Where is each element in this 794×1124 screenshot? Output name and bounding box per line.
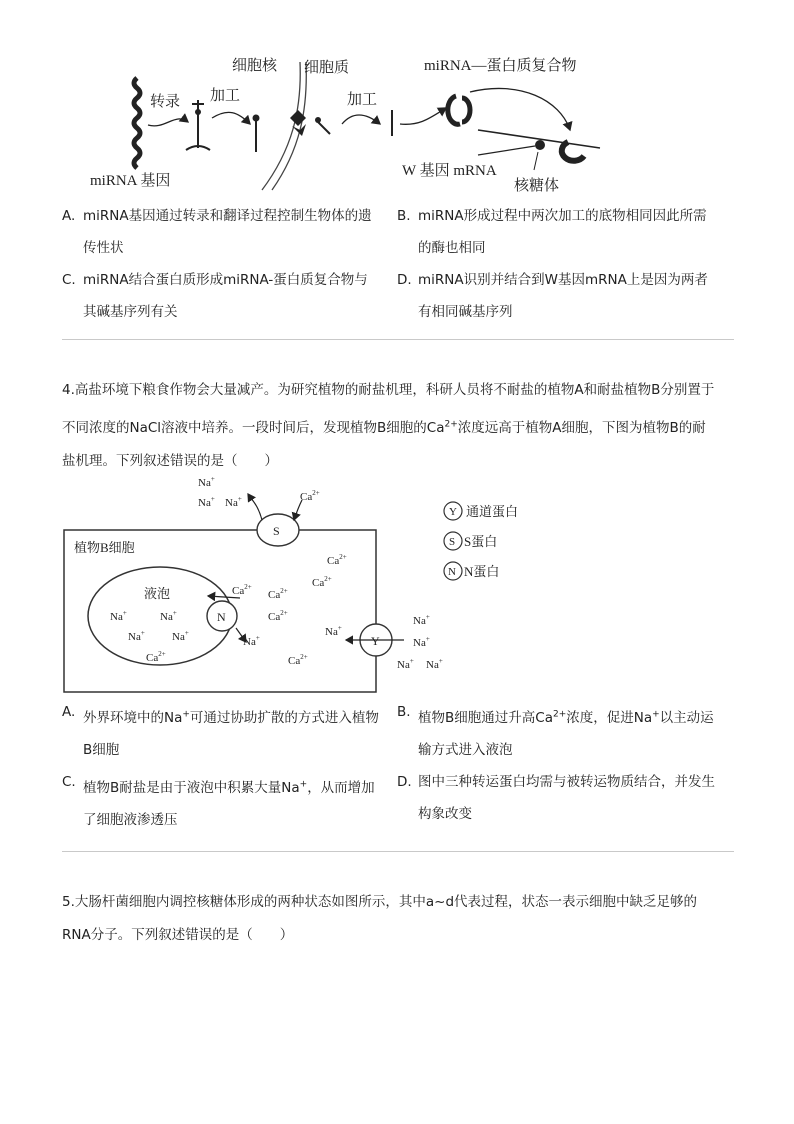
text-part: ，从而增加	[307, 780, 375, 796]
q4-text: 浓度远高于植物A细胞，下图为植物B的耐	[457, 420, 706, 436]
option-label: A.	[62, 208, 76, 224]
superscript: 2+	[552, 709, 567, 720]
cell-label: 植物B细胞	[74, 540, 135, 555]
ion-na: Na+	[198, 475, 215, 489]
label-cytoplasm: 细胞质	[304, 60, 350, 76]
label-complex: miRNA—蛋白质复合物	[424, 58, 577, 74]
option-text-line1: miRNA形成过程中两次加工的底物相同因此所需	[418, 208, 707, 224]
text-part: 植物B细胞通过升高Ca	[418, 710, 553, 726]
q5-stem-line2: RNA分子。下列叙述错误的是（ ）	[62, 927, 294, 943]
ion-na: Na+	[413, 635, 430, 649]
ion-ca: $Ca^{2+}$	[268, 587, 288, 601]
ion-ca: $Ca^{2+}$	[146, 650, 166, 664]
ion-ca: $Ca^{2+}$	[312, 575, 332, 589]
ion-ca: $Ca^{2+}$	[268, 609, 288, 623]
legend-n-letter: N	[448, 566, 456, 578]
ion-ca: $Ca^{2+}$	[300, 489, 320, 503]
superscript: +	[182, 709, 190, 720]
text-part: 可通过协助扩散的方式进入植物	[189, 710, 379, 726]
option-label: D.	[397, 774, 412, 790]
ion-na: Na+	[128, 629, 145, 643]
label-ribosome: 核糖体	[514, 178, 560, 194]
option-text-line1: 图中三种转运蛋白均需与被转运物质结合，并发生	[418, 774, 715, 790]
option-text-line2: 有相同碱基序列	[418, 304, 513, 320]
legend-n-text: N蛋白	[464, 564, 500, 579]
legend	[444, 502, 518, 580]
q4-option-c[interactable]	[62, 772, 392, 836]
text-part: 以主动运	[659, 710, 714, 726]
s-ca-in-arrow	[294, 500, 302, 520]
text-part: 植物B耐盐是由于液泡中积累大量Na	[83, 780, 300, 796]
divider	[62, 851, 734, 852]
s-protein-label: S	[273, 524, 280, 538]
ion-na: Na+	[172, 629, 189, 643]
option-text-line1	[83, 702, 379, 734]
ion-na: Na+	[243, 634, 260, 648]
q4-stem-line1: 4.高盐环境下粮食作物会大量减产。为研究植物的耐盐机理，科研人员将不耐盐的植物A和耐盐植物B分别置于	[62, 382, 715, 398]
option-label: C.	[62, 272, 76, 288]
ion-na: Na+	[110, 609, 127, 623]
ion-na: Na+	[160, 609, 177, 623]
legend-y-text: 通道蛋白	[466, 504, 519, 519]
ion-na: Na+	[413, 613, 430, 627]
option-text-line2: 构象改变	[418, 806, 472, 822]
q4-option-b[interactable]	[397, 702, 737, 766]
option-text-line2: 传性状	[83, 240, 124, 256]
q4-option-d[interactable]	[397, 766, 737, 830]
ion-ca: $Ca^{2+}$	[327, 553, 347, 567]
label-transcription: 转录	[150, 94, 181, 110]
ion-na: Na+	[426, 657, 443, 671]
superscript: +	[652, 709, 660, 720]
q4-text: 不同浓度的NaCl溶液中培养。一段时间后，发现植物B细胞的Ca	[62, 420, 445, 436]
option-text-line2: 其碱基序列有关	[83, 304, 178, 320]
option-label: B.	[397, 704, 411, 720]
option-text-line1	[418, 702, 714, 734]
option-text-line2: B细胞	[83, 742, 120, 758]
ion-labels	[110, 475, 443, 671]
s-na-out-arrow	[248, 494, 262, 520]
option-text-line2: 的酶也相同	[418, 240, 486, 256]
ion-na: Na+	[397, 657, 414, 671]
ion-na: Na+	[225, 495, 242, 509]
y-protein-label: Y	[371, 634, 380, 648]
option-text-line1: miRNA识别并结合到W基因mRNA上是因为两者	[418, 272, 708, 288]
superscript: 2+	[444, 419, 458, 430]
label-process-1: 加工	[210, 88, 241, 104]
vacuole-label: 液泡	[144, 586, 171, 601]
label-mirna-gene: miRNA 基因	[90, 173, 171, 189]
option-label: B.	[397, 208, 411, 224]
option-label: D.	[397, 272, 412, 288]
n-protein-label: N	[217, 610, 226, 624]
text-part: 外界环境中的Na	[83, 710, 183, 726]
option-label: A.	[62, 704, 76, 720]
label-process-2: 加工	[347, 92, 378, 108]
superscript: +	[299, 779, 308, 790]
legend-s-letter: S	[449, 536, 456, 548]
option-text-line1	[83, 772, 375, 804]
q4-option-a[interactable]	[62, 702, 392, 766]
ion-ca: $Ca^{2+}$	[232, 583, 252, 597]
option-text-line1: miRNA结合蛋白质形成miRNA-蛋白质复合物与	[83, 272, 368, 288]
legend-s-text: S蛋白	[464, 534, 498, 549]
option-text-line2: 输方式进入液泡	[418, 742, 513, 758]
option-label: C.	[62, 774, 76, 790]
ion-na: Na+	[198, 495, 215, 509]
ion-na: Na+	[325, 624, 342, 638]
legend-y-letter: Y	[449, 506, 457, 518]
label-nucleus: 细胞核	[232, 58, 278, 74]
text-part: 浓度，促进Na	[566, 710, 653, 726]
q5-stem-line1: 5.大肠杆菌细胞内调控核糖体形成的两种状态如图所示，其中a~d代表过程，状态一表示细胞中缺乏足够的	[62, 894, 698, 910]
ion-ca: $Ca^{2+}$	[288, 653, 308, 667]
q4-stem-line3: 盐机理。下列叙述错误的是（ ）	[62, 453, 278, 469]
option-text-line1: miRNA基因通过转录和翻译过程控制生物体的遗	[83, 208, 372, 224]
label-w-gene-mrna: W 基因 mRNA	[402, 163, 497, 179]
option-text-line2: 了细胞液渗透压	[83, 812, 178, 828]
